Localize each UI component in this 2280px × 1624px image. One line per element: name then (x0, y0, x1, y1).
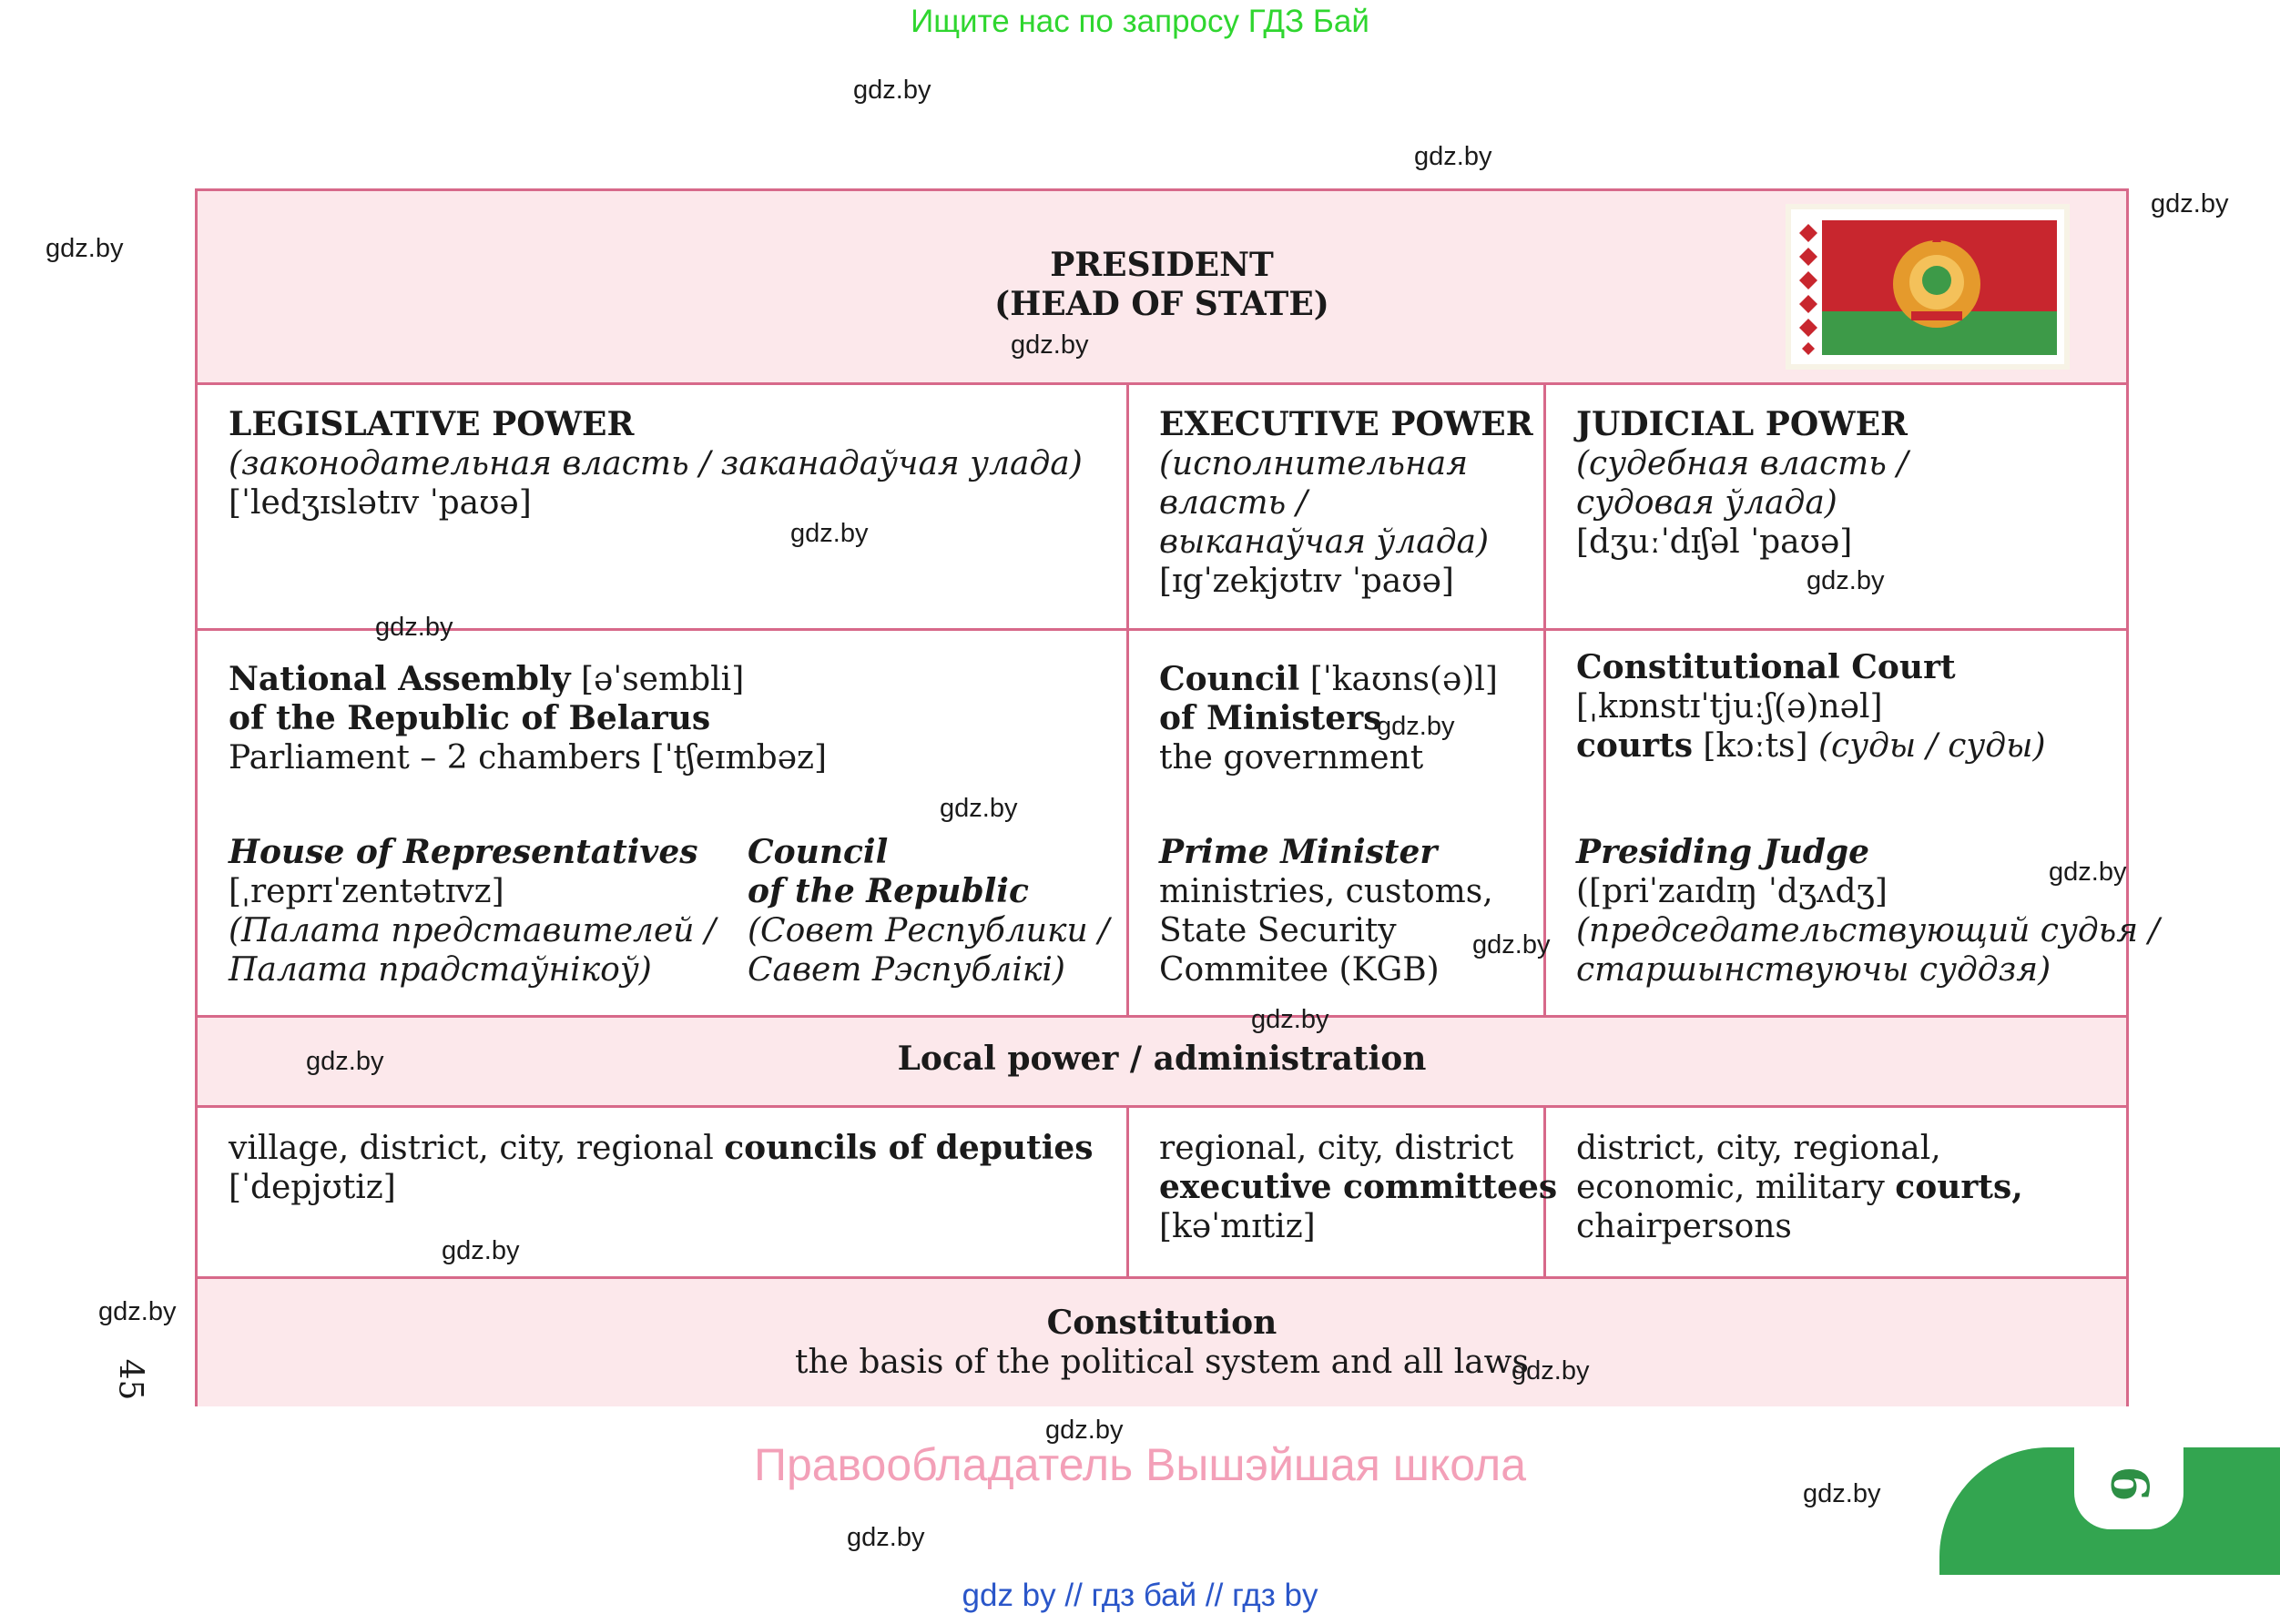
local-power-title: Local power / administration (897, 1040, 1427, 1078)
constitutional-court-block (1576, 648, 2045, 766)
divider (198, 628, 2126, 631)
watermark: gdz.by (2049, 858, 2127, 887)
executive-header (1159, 405, 1533, 601)
judicial-translation: судовая ўлада) (1576, 484, 1837, 522)
council-of-ministers-name: Council (1159, 660, 1300, 698)
executive-translation: власть / (1159, 484, 1308, 522)
watermark: gdz.by (442, 1236, 520, 1265)
council-title: Council (748, 833, 889, 871)
executive-ipa: [ɪgˈzekjʊtɪv ˈpaʊə] (1159, 563, 1454, 600)
section-number (2074, 1438, 2183, 1529)
watermark: gdz.by (847, 1523, 925, 1552)
deputies-ipa: [ˈdepjʊtiz] (229, 1169, 396, 1206)
presiding-judge-block (1576, 833, 2160, 990)
local-executive (1159, 1129, 1557, 1246)
constitutional-court-ipa: [ˌkɒnstɪˈtjuːʃ(ə)nəl] (1576, 688, 1883, 726)
watermark: gdz.by (853, 76, 931, 105)
constitutional-court-name: Constitutional Court (1576, 648, 1956, 686)
divider (198, 1015, 2126, 1018)
judicial-translation: (судебная власть / (1576, 445, 1908, 482)
watermark: gdz.by (1414, 142, 1492, 171)
legislative-translation: (законодательная власть / заканадаўчая улада) (229, 445, 1083, 482)
constitution-title: Constitution (1046, 1304, 1277, 1342)
house-title: House of Representatives (229, 833, 698, 871)
prime-minister-block (1159, 833, 1493, 990)
watermark: gdz.by (1803, 1479, 1881, 1508)
divider (198, 1276, 2126, 1279)
watermark: gdz.by (98, 1297, 177, 1326)
watermark: gdz.by (375, 613, 453, 642)
executive-committees: executive committees (1159, 1168, 1558, 1206)
local-judicial (1576, 1129, 2023, 1246)
divider (198, 1105, 2126, 1108)
courts-ipa: [kɔːts] (1703, 727, 1808, 765)
chairpersons-label: chairpersons (1576, 1208, 1792, 1245)
councils-of-deputies: councils of deputies (724, 1129, 1094, 1167)
divider (1543, 382, 1546, 1015)
government-label: the government (1159, 739, 1424, 776)
executive-title: EXECUTIVE POWER (1159, 405, 1533, 443)
top-banner: Ищите нас по запросу ГДЗ Бай (911, 4, 1369, 39)
divider (198, 382, 2126, 385)
local-legislative-text: village, district, city, regional (229, 1130, 725, 1167)
prime-minister-line: ministries, customs, (1159, 873, 1493, 910)
prime-minister-line: Commitee (KGB) (1159, 951, 1440, 989)
national-assembly-name: National Assembly (229, 660, 571, 698)
presiding-judge-ru: (председательствующий судья / (1576, 912, 2160, 949)
watermark: gdz.by (1512, 1356, 1590, 1385)
constitution-subtitle: the basis of the political system and all laws (795, 1344, 1529, 1381)
courts-label: courts, (1895, 1168, 2023, 1206)
council-of-republic-block (748, 833, 1109, 990)
courts-translation: (суды / суды) (1818, 727, 2046, 765)
council-ipa: [ˈkaʊns(ə)l] (1309, 661, 1498, 698)
council-translation-by: Савет Рэспублікі) (748, 951, 1065, 989)
local-judicial-text: district, city, regional, (1576, 1130, 1941, 1167)
presiding-judge-by: старшынствуючы суддзя) (1576, 951, 2051, 989)
council-of-ministers-line2: of Ministers (1159, 699, 1382, 737)
bottom-links[interactable]: gdz by // гдз бай // гдз by (962, 1578, 1318, 1613)
national-assembly-ipa: [əˈsembli] (580, 661, 745, 698)
watermark: gdz.by (940, 794, 1018, 823)
presiding-judge-ipa: ([priˈzaɪdɪŋ ˈdʒʌdʒ] (1576, 873, 1888, 910)
copyright-notice: Правообладатель Вышэйшая школа (754, 1439, 1526, 1490)
watermark: gdz.by (2151, 189, 2229, 218)
president-title: PRESIDENT (1050, 246, 1274, 284)
watermark: gdz.by (1045, 1416, 1124, 1445)
judicial-ipa: [dʒuːˈdɪʃəl ˈpaʊə] (1576, 523, 1853, 561)
national-assembly-block (229, 660, 827, 777)
watermark: gdz.by (1807, 566, 1885, 595)
committees-ipa: [kəˈmɪtiz] (1159, 1208, 1316, 1245)
watermark: gdz.by (1251, 1005, 1329, 1034)
prime-minister-line: State Security (1159, 912, 1397, 949)
section-tab (1939, 1447, 2280, 1575)
prime-minister-title: Prime Minister (1159, 833, 1438, 871)
house-translation-by: Палата прадстаўнікоў) (229, 951, 652, 989)
council-translation-ru: (Совет Республики / (748, 912, 1110, 949)
executive-translation: выканаўчая ўлада) (1159, 523, 1490, 561)
local-judicial-text: economic, military (1576, 1169, 1896, 1206)
watermark: gdz.by (1011, 330, 1089, 360)
council-title: of the Republic (748, 872, 1029, 910)
legislative-title: LEGISLATIVE POWER (229, 405, 635, 443)
national-assembly-line2: of the Republic of Belarus (229, 699, 711, 737)
belarus-flag-icon (1791, 209, 2064, 364)
executive-translation: (исполнительная (1159, 445, 1469, 482)
courts-word: courts (1576, 726, 1693, 765)
presiding-judge-title: Presiding Judge (1576, 833, 1870, 871)
watermark: gdz.by (1472, 930, 1551, 959)
government-structure-table (195, 188, 2160, 1406)
local-executive-text: regional, city, district (1159, 1130, 1514, 1167)
legislative-ipa: [ˈledʒɪslətɪv ˈpaʊə] (229, 484, 532, 522)
watermark: gdz.by (1377, 712, 1455, 741)
judicial-title: JUDICIAL POWER (1576, 405, 1908, 443)
head-of-state-label: (HEAD OF STATE) (994, 285, 1329, 323)
watermark: gdz.by (306, 1047, 384, 1076)
legislative-header (229, 405, 1083, 523)
divider (1126, 382, 1129, 1015)
watermark: gdz.by (790, 519, 869, 548)
house-ipa: [ˌreprɪˈzentətɪvz] (229, 873, 504, 910)
constitution-block (198, 1304, 2126, 1382)
watermark: gdz.by (46, 234, 124, 263)
local-legislative (229, 1129, 1094, 1207)
parliament-chambers: Parliament – 2 chambers [ˈtʃeɪmbəz] (229, 739, 828, 776)
page-number: 45 (111, 1358, 149, 1401)
house-of-representatives-block (229, 833, 716, 990)
judicial-header (1576, 405, 1908, 562)
house-translation-ru: (Палата представителей / (229, 912, 717, 949)
section-number-text: 6 (2099, 1466, 2159, 1502)
divider (1126, 1105, 1129, 1276)
